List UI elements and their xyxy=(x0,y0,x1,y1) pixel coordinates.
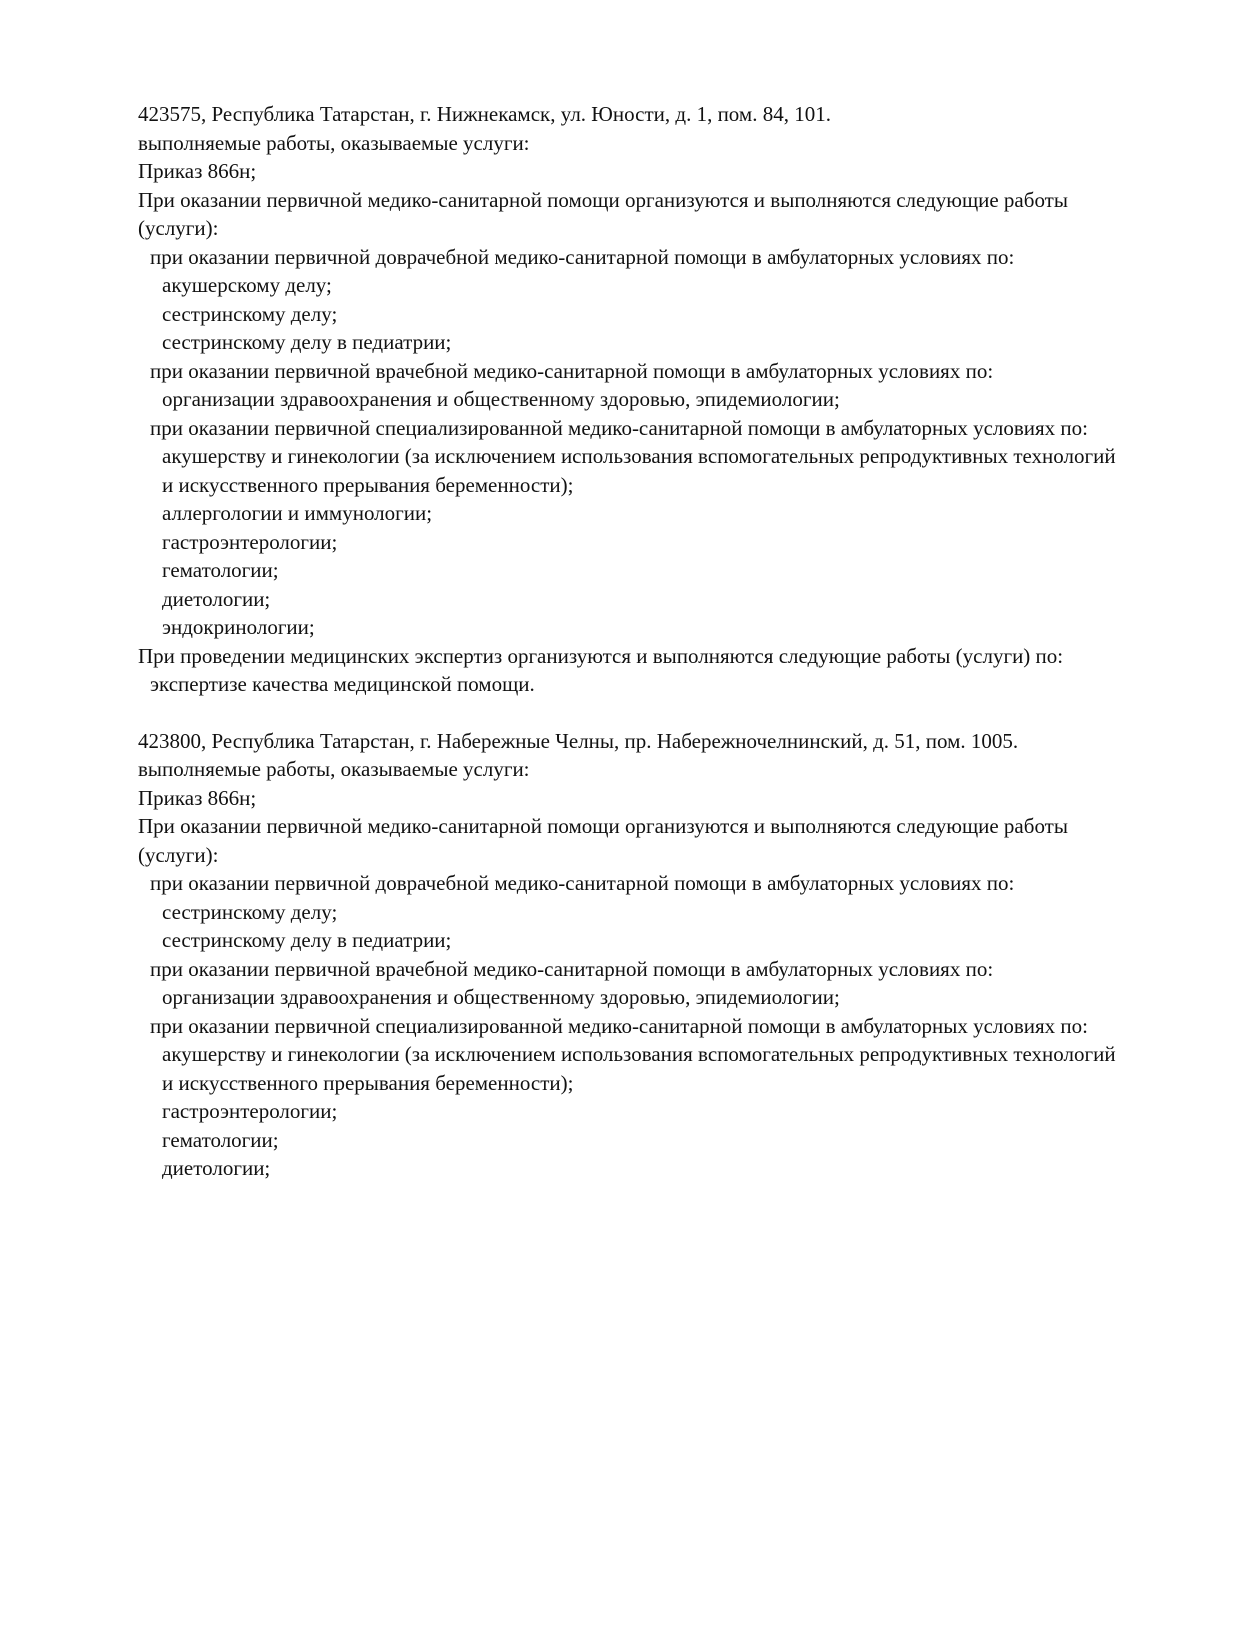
service-item: аллергологии и иммунологии; xyxy=(162,501,433,525)
service-item: гастроэнтерологии; xyxy=(162,1099,338,1123)
order-reference: Приказ 866н; xyxy=(138,785,257,810)
service-item: акушерству и гинекологии (за исключением использования вспомогательных репродуктивных технологий и искусственного прерывания беременности); xyxy=(162,444,1116,497)
service-item: сестринскому делу; xyxy=(162,301,338,326)
services-label: выполняемые работы, оказываемые услуги: xyxy=(138,130,530,155)
service-item: акушерскому делу; xyxy=(162,273,332,297)
service-item: акушерству и гинекологии (за исключением использования вспомогательных репродуктивных технологий и искусственного прерывания беременности); xyxy=(162,1042,1116,1095)
order-reference: Приказ 866н; xyxy=(138,159,257,183)
service-item: организации здравоохранения и общественному здоровью, эпидемиологии; xyxy=(162,387,840,411)
service-item: гастроэнтерологии; xyxy=(162,529,338,554)
address-block-nizhnekamsk xyxy=(138,100,1128,699)
subsection-heading: при оказании первичной доврачебной медико-санитарной помощи в амбулаторных условиях по: xyxy=(150,871,1015,895)
service-item: диетологии; xyxy=(162,586,271,611)
service-item: организации здравоохранения и общественному здоровью, эпидемиологии; xyxy=(162,985,840,1009)
service-item: экспертизе качества медицинской помощи. xyxy=(150,672,535,696)
subsection-heading: при оказании первичной врачебной медико-санитарной помощи в амбулаторных условиях по: xyxy=(150,358,994,383)
subsection-heading: при оказании первичной доврачебной медико-санитарной помощи в амбулаторных условиях по: xyxy=(150,244,1015,269)
service-item: эндокринологии; xyxy=(162,615,315,639)
subsection-heading: при оказании первичной врачебной медико-санитарной помощи в амбулаторных условиях по: xyxy=(150,956,994,981)
service-item: гематологии; xyxy=(162,558,279,582)
section-heading: При проведении медицинских экспертиз организуются и выполняются следующие работы (услуги) по: xyxy=(138,643,1064,668)
address-line: 423575, Республика Татарстан, г. Нижнекамск, ул. Юности, д. 1, пом. 84, 101. xyxy=(138,102,831,126)
service-item: диетологии; xyxy=(162,1156,271,1180)
address-block-naberezhnye-chelny xyxy=(138,727,1128,1183)
service-item: сестринскому делу в педиатрии; xyxy=(162,330,452,354)
document-page xyxy=(138,100,1128,1183)
section-heading: При оказании первичной медико-санитарной помощи организуются и выполняются следующие работы (услуги): xyxy=(138,187,1068,240)
service-item: гематологии; xyxy=(162,1127,279,1152)
service-item: сестринскому делу в педиатрии; xyxy=(162,928,452,952)
service-item: сестринскому делу; xyxy=(162,899,338,924)
address-line: 423800, Республика Татарстан, г. Набережные Челны, пр. Набережночелнинский, д. 51, пом. 1005. xyxy=(138,728,1019,753)
subsection-heading: при оказании первичной специализированной медико-санитарной помощи в амбулаторных условиях по: xyxy=(150,415,1089,440)
section-heading: При оказании первичной медико-санитарной помощи организуются и выполняются следующие работы (услуги): xyxy=(138,814,1068,867)
subsection-heading: при оказании первичной специализированной медико-санитарной помощи в амбулаторных условиях по: xyxy=(150,1013,1089,1038)
services-label: выполняемые работы, оказываемые услуги: xyxy=(138,757,530,781)
